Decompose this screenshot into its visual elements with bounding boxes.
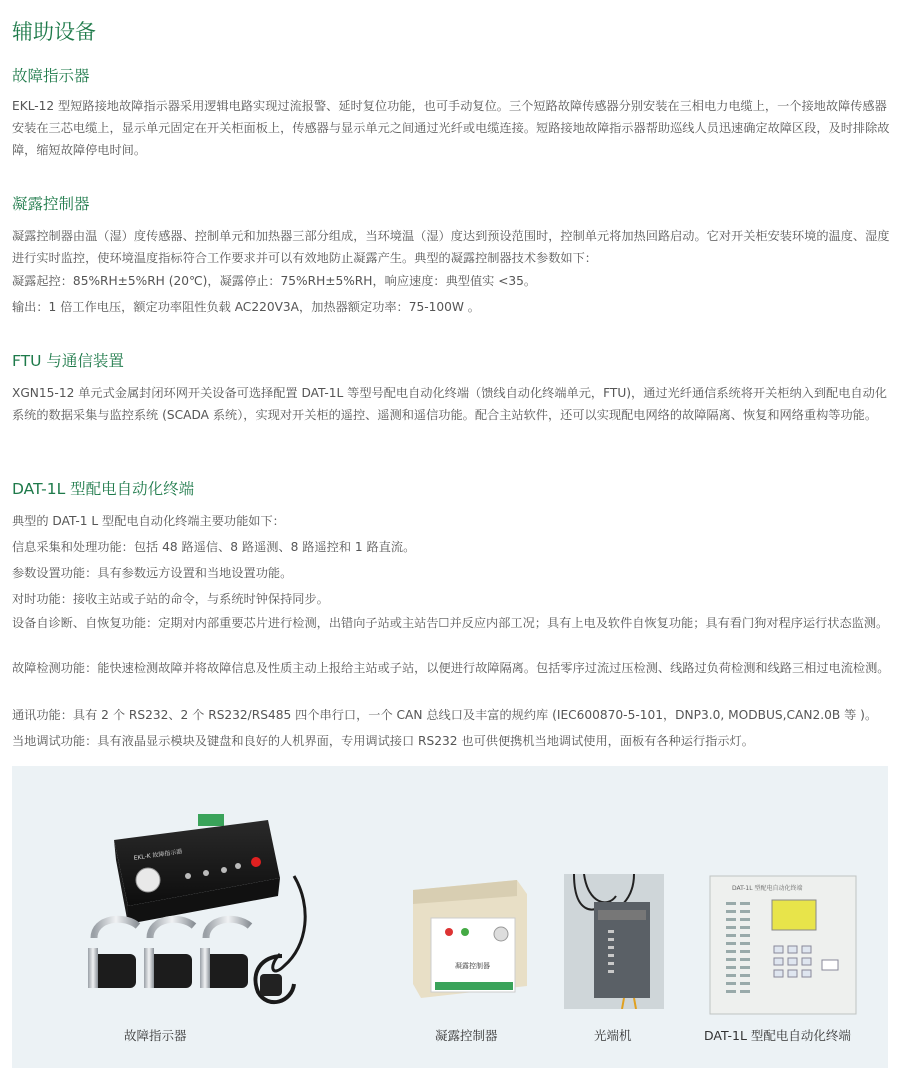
feature-line: 设备自诊断、自恢复功能：定期对内部重要芯片进行检测，出错向子站或主站告☐并反应内部工况；具有上电及软件自恢复功能；具有看门狗对程序运行状态监测。 [12, 616, 889, 630]
clamp-sensor [88, 919, 138, 988]
section-title-ftu: FTU 与通信装置 [12, 352, 124, 370]
controller-green-strip [435, 982, 513, 990]
section-paragraph: 凝露控制器由温（湿）度传感器、控制单元和加热器三部分组成，当环境温（湿）度达到预设范围时，控制单元将加热回路启动。它对开关柜安装环境的温度、湿度进行实时监控，使环境温度指标符合工作要求并可以有效地防止凝露产生。典型的凝露控制器技术参数如下： [12, 229, 890, 265]
lcd-display [772, 900, 816, 930]
feature-line: 当地调试功能：具有液晶显示模块及键盘和良好的人机界面，专用调试接口 RS232 也可供便携机当地调试使用，面板有各种运行指示灯。 [12, 734, 754, 748]
setting-knob-icon [494, 927, 508, 941]
keypad [774, 946, 811, 977]
feature-line: 对时功能：接收主站或子站的命令，与系统时钟保持同步。 [12, 592, 329, 606]
terminal-block [198, 814, 224, 826]
caption-optical-terminal: 光端机 [594, 1028, 632, 1043]
dat-1l-terminal-image [708, 874, 858, 1016]
controller-panel-label: 凝露控制器 [455, 962, 490, 970]
clamp-sensor [144, 919, 194, 988]
fault-indicator-image [72, 806, 322, 1016]
debug-port [822, 960, 838, 970]
product-figure [12, 766, 888, 1068]
section-paragraph: 输出：1 倍工作电压，额定功率阻性负载 AC220V3A，加热器额定功率：75-100W 。 [12, 300, 480, 314]
feature-line: 故障检测功能：能快速检测故障并将故障信息及性质主动上报给主站或子站，以便进行故障隔离。包括零序过流过压检测、线路过负荷检测和线路三相过电流检测。 [12, 661, 890, 675]
section-title-fault-indicator: 故障指示器 [12, 67, 90, 85]
condensation-controller-image [405, 876, 530, 1011]
optical-terminal-image [564, 874, 664, 1009]
page-title: 辅助设备 [12, 20, 96, 44]
reset-button-icon [251, 857, 261, 867]
feature-line: 通讯功能：具有 2 个 RS232、2 个 RS232/RS485 四个串行口，一个 CAN 总线口及丰富的规约库 (IEC600870-5-101，DNP3.0, MODBUS,CAN2.0B 等 )。 [12, 708, 878, 722]
section-title-dat-1l: DAT-1L 型配电自动化终端 [12, 480, 195, 498]
caption-fault-indicator: 故障指示器 [124, 1028, 187, 1043]
ground-sensor [260, 974, 282, 996]
section-title-condensation-controller: 凝露控制器 [12, 195, 90, 213]
clamp-sensor [200, 919, 250, 988]
feature-line: 信息采集和处理功能：包括 48 路遥信、8 路遥测、8 路遥控和 1 路直流。 [12, 540, 416, 554]
terminal-panel-label: DAT-1L 型配电自动化终端 [732, 885, 803, 892]
section-paragraph: 凝露起控：85%RH±5%RH (20℃)，凝露停止：75%RH±5%RH，响应速度：典型值实 <35。 [12, 274, 537, 288]
feature-line: 典型的 DAT-1 L 型配电自动化终端主要功能如下： [12, 514, 285, 528]
indicator-window [136, 868, 160, 892]
feature-line: 参数设置功能：具有参数远方设置和当地设置功能。 [12, 566, 293, 580]
indicator-panel-label: EKL-K 故障指示器 [133, 848, 183, 862]
section-paragraph: XGN15-12 单元式金属封闭环网开关设备可选择配置 DAT-1L 等型号配电自动化终端（馈线自动化终端单元，FTU)，通过光纤通信系统将开关柜纳入到配电自动化系统的数据采集与监控系统 (SCADA 系统），实现对开关柜的遥控、遥测和遥信功能。配合主站软件，还可以实现配电网络的故障隔离、恢复和网络重构等功能。 [12, 386, 887, 422]
caption-condensation-controller: 凝露控制器 [435, 1028, 498, 1043]
section-paragraph: EKL-12 型短路接地故障指示器采用逻辑电路实现过流报警、延时复位功能，也可手动复位。三个短路故障传感器分别安装在三相电力电缆上，一个接地故障传感器安装在三芯电缆上，显示单元固定在开关柜面板上，传感器与显示单元之间通过光纤或电缆连接。短路接地故障指示器帮助巡线人员迅速确定故障区段，及时排除故障，缩短故障停电时间。 [12, 99, 890, 157]
caption-dat-1l-terminal: DAT-1L 型配电自动化终端 [704, 1028, 851, 1043]
